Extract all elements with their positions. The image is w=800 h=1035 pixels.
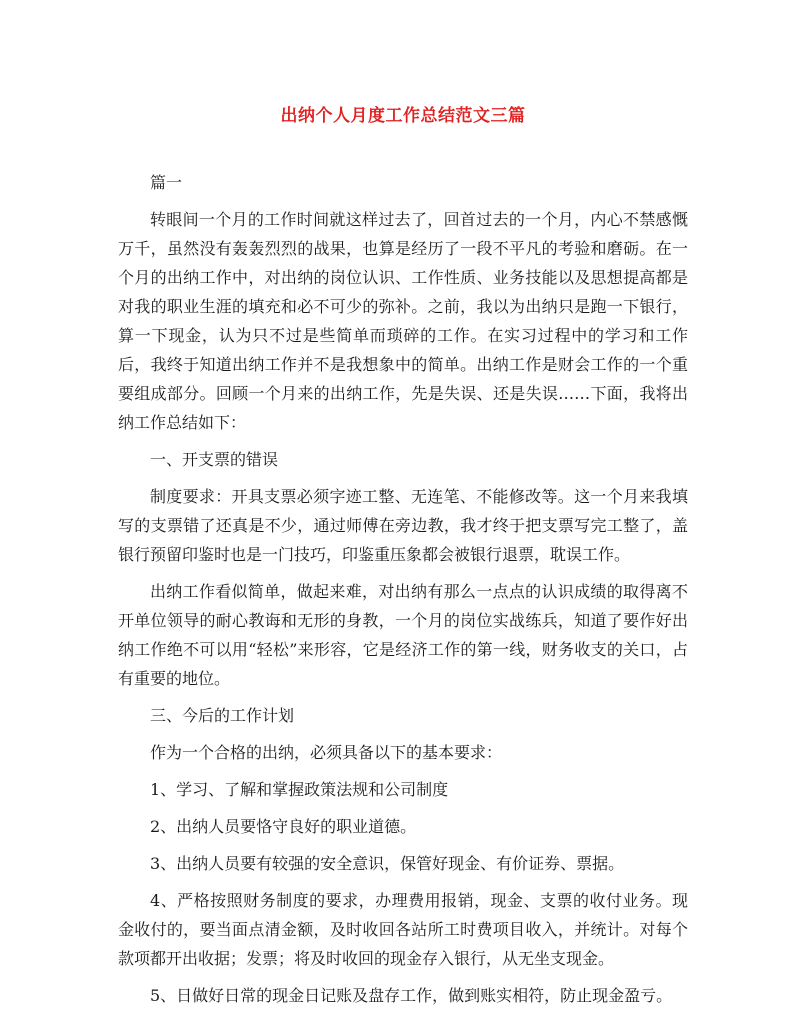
list-item-1: 1、学习、了解和掌握政策法规和公司制度 [150, 780, 449, 799]
paragraph-check-requirements: 制度要求：开具支票必须字迹工整、无连笔、不能修改等。这一个月来我填写的支票错了还真是不少，通过师傅在旁边教，我才终于把支票写完工整了，盖银行预留印鉴时也是一门技巧，印鉴重压象都会被银行退票，耽误工作。 [118, 487, 688, 564]
paragraph-cashier-reflection: 出纳工作看似简单，做起来难，对出纳有那么一点点的认识成绩的取得离不开单位领导的耐心教诲和无形的身教，一个月的岗位实战练兵，知道了要作好出纳工作绝不可以用“轻松”来形容，它是经济工作的第一线，财务收支的关口，占有重要的地位。 [118, 582, 688, 688]
intro-paragraph: 转眼间一个月的工作时间就这样过去了，回首过去的一个月，内心不禁感慨万千，虽然没有轰轰烈烈的战果，也算是经历了一段不平凡的考验和磨砺。在一个月的出纳工作中，对出纳的岗位认识、工作性质、业务技能以及思想提高都是对我的职业生涯的填充和必不可少的弥补。之前，我以为出纳只是跑一下银行，算一下现金，认为只不过是些简单而琐碎的工作。在实习过程中的学习和工作后，我终于知道出纳工作并不是我想象中的简单。出纳工作是财会工作的一个重要组成部分。回顾一个月来的出纳工作，先是失误、还是失误……下面，我将出纳工作总结如下： [118, 210, 688, 432]
document-title: 出纳个人月度工作总结范文三篇 [280, 106, 526, 126]
list-item-5: 5、日做好日常的现金日记账及盘存工作，做到账实相符，防止现金盈亏。 [150, 986, 673, 1005]
section-heading-future-plan: 三、今后的工作计划 [150, 706, 295, 725]
section-heading-check-errors: 一、开支票的错误 [150, 450, 279, 469]
list-item-2: 2、出纳人员要恪守良好的职业道德。 [150, 817, 417, 836]
title-spacer [118, 136, 688, 168]
section-heading-part-one: 篇一 [150, 173, 183, 192]
list-item-4: 4、严格按照财务制度的要求，办理费用报销，现金、支票的收付业务。现金收付的，要当面点清金额，及时收回各站所工时费项目收入，并统计。对每个款项都开出收据；发票；将及时收回的现金存入银行，从无坐支现金。 [118, 891, 688, 968]
list-item-3: 3、出纳人员要有较强的安全意识，保管好现金、有价证券、票据。 [150, 854, 625, 873]
paragraph-basic-requirements: 作为一个合格的出纳，必须具备以下的基本要求： [150, 743, 503, 762]
document-page [118, 96, 688, 1018]
